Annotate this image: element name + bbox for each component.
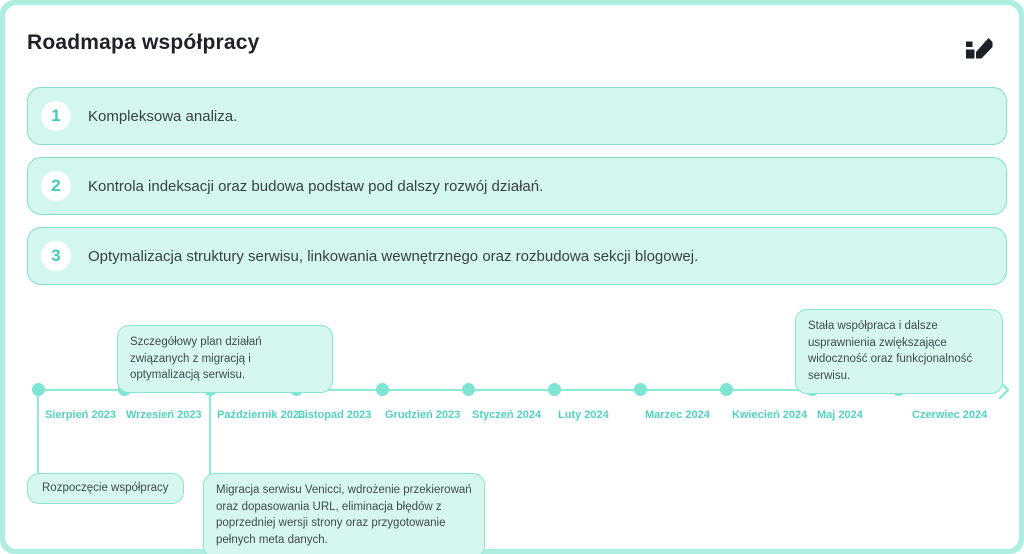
month-label: Listopad 2023 (298, 409, 372, 421)
month-label: Październik 2023 (217, 409, 306, 421)
step-row-3 (27, 227, 1007, 285)
page-title: Roadmapa współpracy (27, 31, 260, 54)
pen-mark-logo-icon (963, 32, 995, 64)
timeline-dot (32, 383, 45, 396)
month-label: Sierpień 2023 (45, 409, 116, 421)
callout-migration: Migracja serwisu Venicci, wdrożenie przekierowań oraz dopasowania URL, eliminacja błędów z poprzedniej wersji strony oraz przygotowanie pełnych meta danych. (203, 473, 485, 554)
connector-line (209, 390, 211, 474)
timeline-dot (548, 383, 561, 396)
step-label: Kontrola indeksacji oraz budowa podstaw pod dalszy rozwój działań. (88, 177, 544, 195)
roadmap-card (5, 5, 1019, 549)
steps-list (27, 87, 1007, 297)
callout-plan: Szczegółowy plan działań związanych z migracją i optymalizacją serwisu. (117, 325, 333, 393)
timeline-dot (376, 383, 389, 396)
month-label: Czerwiec 2024 (912, 409, 988, 421)
month-label: Grudzień 2023 (385, 409, 461, 421)
step-number-badge: 1 (41, 101, 71, 131)
timeline-dot (720, 383, 733, 396)
month-label: Wrzesień 2023 (126, 409, 202, 421)
connector-line (37, 390, 39, 474)
callout-start: Rozpoczęcie współpracy (27, 473, 184, 504)
timeline-dot (462, 383, 475, 396)
step-number-badge: 3 (41, 241, 71, 271)
step-row-2 (27, 157, 1007, 215)
step-label: Optymalizacja struktury serwisu, linkowania wewnętrznego oraz rozbudowa sekcji blogowej. (88, 247, 699, 265)
step-row-1 (27, 87, 1007, 145)
callout-ongoing-cooperation: Stała współpraca i dalsze usprawnienia zwiększające widoczność oraz funkcjonalność serwisu. (795, 309, 1003, 394)
month-label: Kwiecień 2024 (732, 409, 808, 421)
month-label: Styczeń 2024 (472, 409, 542, 421)
timeline-dot (634, 383, 647, 396)
step-number-badge: 2 (41, 171, 71, 201)
month-label: Maj 2024 (817, 409, 863, 421)
step-label: Kompleksowa analiza. (88, 107, 238, 125)
month-label: Luty 2024 (558, 409, 609, 421)
month-label: Marzec 2024 (645, 409, 710, 421)
